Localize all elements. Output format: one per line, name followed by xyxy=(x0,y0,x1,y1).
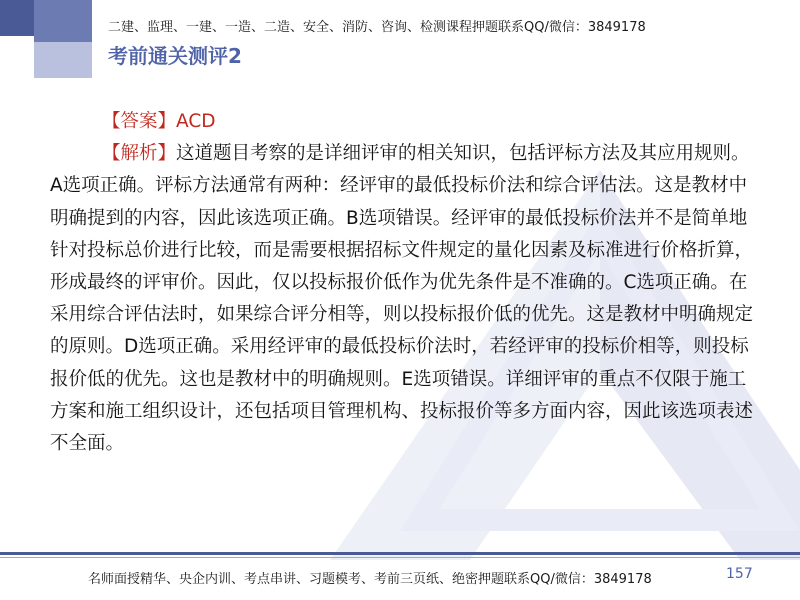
header-banner: 二建、监理、一建、一造、二造、安全、消防、咨询、检测课程押题联系QQ/微信：3849178 xyxy=(108,20,646,35)
footer-divider-thin xyxy=(0,557,800,558)
explanation-tag: 【解析】 xyxy=(102,143,177,165)
footer-text: 名师面授精华、央企内训、考点串讲、习题模考、考前三页纸、绝密押题联系QQ/微信：3849178 xyxy=(88,572,652,587)
answer-line xyxy=(102,106,762,138)
content-area xyxy=(50,106,762,460)
footer-divider xyxy=(0,552,800,555)
header-square-light xyxy=(34,42,92,78)
explanation-paragraph xyxy=(50,138,762,460)
answer-value: ACD xyxy=(176,111,216,132)
page-number: 157 xyxy=(726,566,753,582)
explanation-text: 这道题目考察的是详细评审的相关知识，包括评标方法及其应用规则。A选项正确。评标方法通常有两种：经评审的最低投标价法和综合评估法。这是教材中明确提到的内容，因此该选项正确。B选项错误。经评审的最低投标价法并不是简单地针对投标总价进行比较，而是需要根据招标文件规定的量化因素及标准进行价格折算，形成最终的评审价。因此，仅以投标报价低作为优先条件是不准确的。C选项正确。在采用综合评估法时，如果综合评分相等，则以投标报价低的优先。这是教材中明确规定的原则。D选项正确。采用经评审的最低投标价法时，若经评审的投标价相等，则投标报价低的优先。这也是教材中的明确规则。E选项错误。详细评审的重点不仅限于施工方案和施工组织设计，还包括项目管理机构、投标报价等多方面内容，因此该选项表述不全面。 xyxy=(50,143,754,455)
slide-title: 考前通关测评2 xyxy=(108,44,242,68)
answer-tag: 【答案】 xyxy=(102,111,177,132)
